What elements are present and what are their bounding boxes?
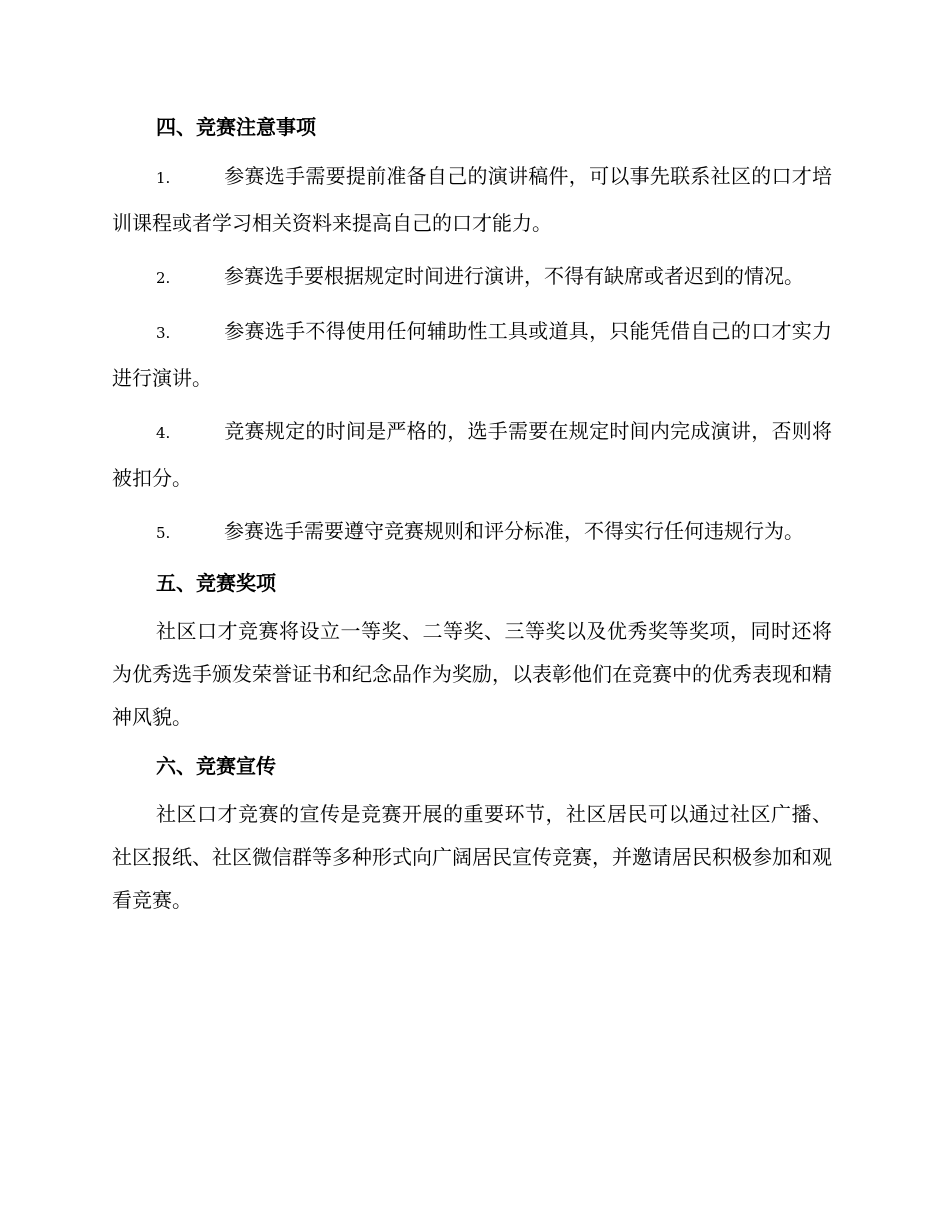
list-item [112,509,832,556]
list-item-number: 1. [156,169,171,187]
list-item-number: 5. [156,524,171,542]
list-item-text: 竞赛规定的时间是严格的，选手需要在规定时间内完成演讲，否则将被扣分。 [112,419,832,490]
document-content [112,108,832,930]
list-item [112,409,832,501]
list-item-text: 参赛选手要根据规定时间进行演讲，不得有缺席或者迟到的情况。 [224,264,804,288]
list-item-text: 参赛选手需要遵守竞赛规则和评分标准，不得实行任何违规行为。 [224,519,804,543]
paragraph-publicity: 社区口才竞赛的宣传是竞赛开展的重要环节，社区居民可以通过社区广播、社区报纸、社区微信群等多种形式向广阔居民宣传竞赛，并邀请居民积极参加和观看竞赛。 [112,802,832,912]
list-item-number: 4. [156,424,171,442]
list-item [112,254,832,301]
list-item [112,309,832,401]
section-heading-awards: 五、竞赛奖项 [156,571,276,595]
list-item-text: 参赛选手需要提前准备自己的演讲稿件，可以事先联系社区的口才培训课程或者学习相关资料来提高自己的口才能力。 [112,164,832,235]
list-item-number: 2. [156,269,171,287]
section-heading-notes: 四、竞赛注意事项 [156,115,316,139]
paragraph-awards: 社区口才竞赛将设立一等奖、二等奖、三等奖以及优秀奖等奖项，同时还将为优秀选手颁发荣誉证书和纪念品作为奖励，以表彰他们在竞赛中的优秀表现和精神风貌。 [112,619,832,729]
section-heading-publicity: 六、竞赛宣传 [156,754,276,778]
list-item [112,154,832,246]
list-item-number: 3. [156,324,171,342]
list-item-text: 参赛选手不得使用任何辅助性工具或道具，只能凭借自己的口才实力进行演讲。 [112,319,832,390]
